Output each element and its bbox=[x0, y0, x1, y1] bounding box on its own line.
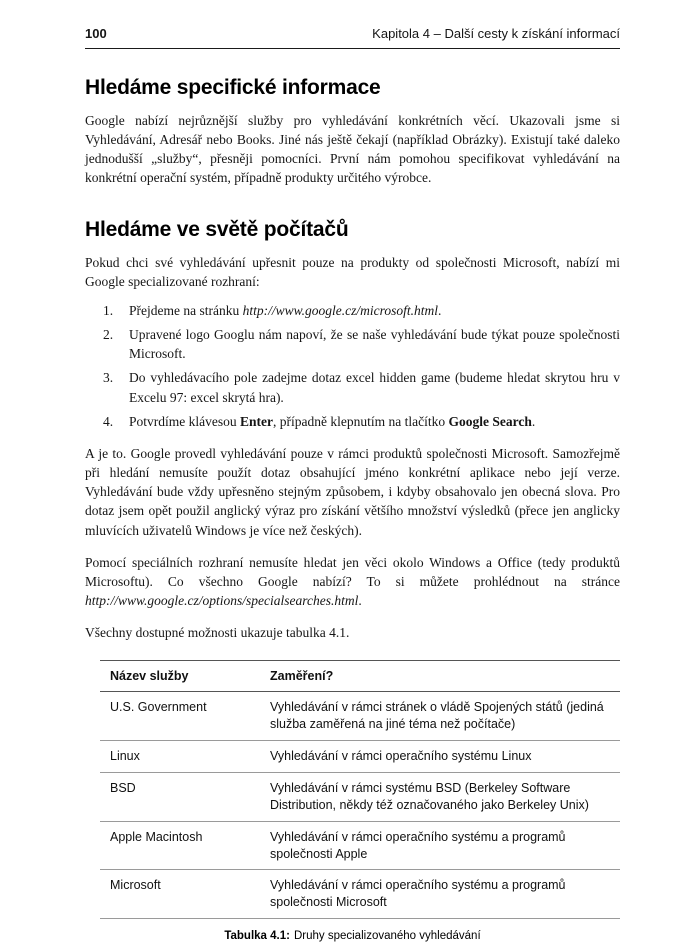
focus-cell: Vyhledávání v rámci operačního systému a programů společnosti Microsoft bbox=[260, 870, 620, 919]
step-number: 2. bbox=[103, 327, 114, 343]
table-row bbox=[100, 692, 620, 741]
focus-cell: Vyhledávání v rámci systému BSD (Berkeley Software Distribution, někdy též označovaného jako Berkeley Unix) bbox=[260, 772, 620, 821]
chapter-title: Kapitola 4 – Další cesty k získání informací bbox=[372, 26, 620, 41]
step-number: 3. bbox=[103, 370, 114, 386]
focus-cell: Vyhledávání v rámci operačního systému a programů společnosti Apple bbox=[260, 821, 620, 870]
section-title-specific: Hledáme specifické informace bbox=[85, 76, 381, 99]
page-header bbox=[85, 26, 620, 49]
step-text: Přejdeme na stránku http://www.google.cz/microsoft.html. bbox=[129, 302, 442, 318]
list-item bbox=[103, 412, 620, 431]
service-cell: BSD bbox=[100, 772, 260, 821]
section-title-computers: Hledáme ve světě počítačů bbox=[85, 217, 349, 241]
table-row bbox=[100, 870, 620, 919]
focus-cell: Vyhledávání v rámci stránek o vládě Spojených států (jediná služba zaměřená na jiné téma než počítače) bbox=[260, 692, 620, 741]
column-header-focus: Zaměření? bbox=[260, 661, 620, 692]
caption-label: Tabulka 4.1: bbox=[224, 930, 290, 942]
column-header-service: Název služby bbox=[100, 661, 260, 692]
paragraph-result: A je to. Google provedl vyhledávání pouze v rámci produktů společnosti Microsoft. Samozřejmě při hledání nemusíte použít dotaz obsahující jméno konkrétní aplikace nebo její verze. Vyhledávání bude vždy upřesněno stejným způsobem, i kdyby obsahovalo jen obecná slova. Pro dotaz jsem opět použil anglický výraz pro získání většího množství výsledků (přece jen anglicky mluvících uživatelů Windows je více než českých). bbox=[85, 445, 620, 538]
steps-list bbox=[103, 301, 620, 431]
paragraph-computers-intro: Pokud chci své vyhledávání upřesnit pouze na produkty od společnosti Microsoft, nabízí mi Google specializované rozhraní: bbox=[85, 254, 620, 289]
table-caption bbox=[85, 930, 620, 942]
table-row bbox=[100, 821, 620, 870]
paragraph-specific-intro: Google nabízí nejrůznější služby pro vyhledávání konkrétních věcí. Ukazovali jsme si Vyhledávání, Adresář nebo Books. Jiné nás ještě čekají (například Obrázky). Existují také daleko jednodušší „služby“, přesněji pomocníci. První nám pomohou specifikovat vyhledávání na konkrétní operační systém, případně produkty určitého výrobce. bbox=[85, 113, 620, 186]
page-number: 100 bbox=[85, 26, 107, 41]
step-text: Upravené logo Googlu nám napoví, že se naše vyhledávání bude týkat pouze společnosti Microsoft. bbox=[129, 327, 620, 362]
step-number: 4. bbox=[103, 413, 114, 429]
table-row bbox=[100, 741, 620, 773]
services-table bbox=[100, 660, 620, 919]
service-cell: Microsoft bbox=[100, 870, 260, 919]
list-item bbox=[103, 325, 620, 363]
step-text: Do vyhledávacího pole zadejme dotaz excel hidden game (budeme hledat skrytou hru v Excelu 97: excel skrytá hra). bbox=[129, 370, 620, 405]
focus-cell: Vyhledávání v rámci operačního systému Linux bbox=[260, 741, 620, 773]
table-header-row bbox=[100, 661, 620, 692]
step-number: 1. bbox=[103, 302, 114, 318]
service-cell: U.S. Government bbox=[100, 692, 260, 741]
paragraph-special-searches: Pomocí speciálních rozhraní nemusíte hledat jen věci okolo Windows a Office (tedy produktů Microsoftu). Co všechno Google nabízí? To si můžete prohlédnout na stránce http://www.google.cz/options/specialsearches.html. bbox=[85, 554, 620, 608]
table-row bbox=[100, 772, 620, 821]
service-cell: Apple Macintosh bbox=[100, 821, 260, 870]
list-item bbox=[103, 301, 620, 320]
list-item bbox=[103, 368, 620, 406]
step-text: Potvrdíme klávesou Enter, případně klepnutím na tlačítko Google Search. bbox=[129, 413, 536, 429]
paragraph-table-reference: Všechny dostupné možnosti ukazuje tabulka 4.1. bbox=[85, 625, 350, 641]
caption-text: Druhy specializovaného vyhledávání bbox=[293, 930, 481, 942]
service-cell: Linux bbox=[100, 741, 260, 773]
